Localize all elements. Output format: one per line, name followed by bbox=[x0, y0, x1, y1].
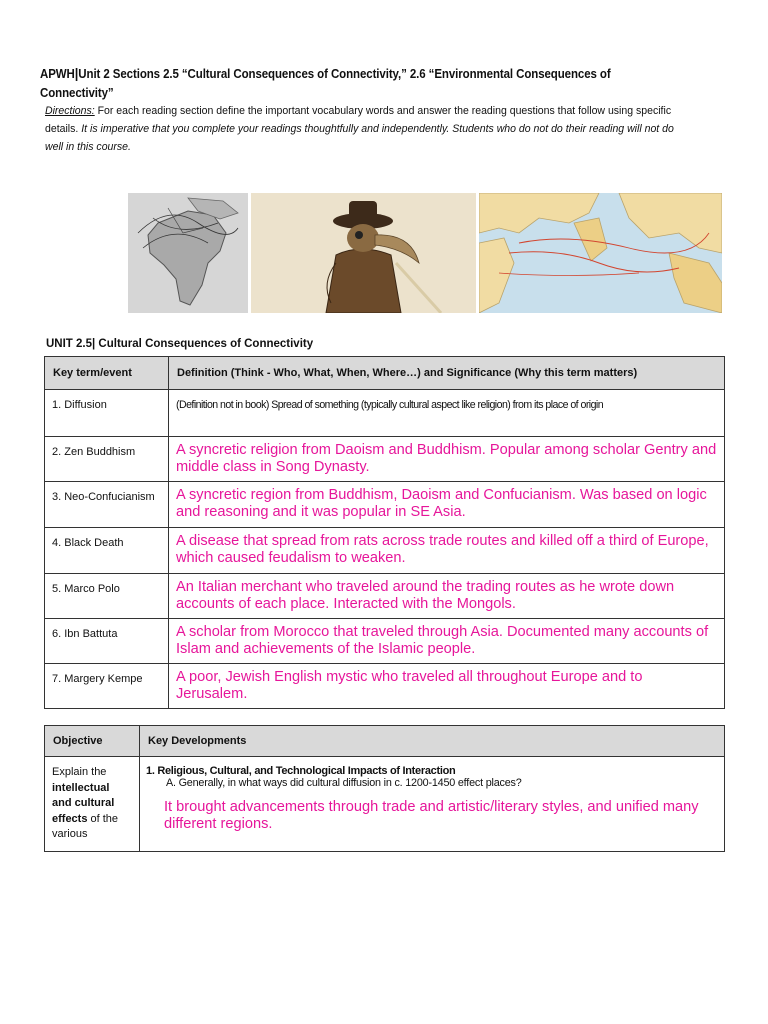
definition-cell[interactable] bbox=[169, 574, 725, 619]
table-row bbox=[45, 482, 725, 528]
objective-cell bbox=[45, 757, 140, 852]
section-number: UNIT 2.5| bbox=[46, 338, 96, 350]
question-prompt: A. Generally, in what ways did cultural diffusion in c. 1200-1450 effect places? bbox=[166, 777, 522, 789]
objective-text: Explain the bbox=[52, 766, 107, 778]
table-row bbox=[45, 390, 725, 437]
title-text: Unit 2 Sections 2.5 “Cultural Consequences of Connectivity,” 2.6 “Environmental Consequences of Connectivity” bbox=[40, 67, 611, 100]
definition-answer: A syncretic region from Buddhism, Daoism and Confucianism. Was based on logic and reasoning and it was popular in SE Asia. bbox=[176, 487, 707, 520]
header-objective: Objective bbox=[45, 726, 140, 757]
africa-trade-map-image bbox=[128, 193, 248, 313]
definition-answer: A disease that spread from rats across trade routes and killed off a third of Europe, which caused feudalism to weaken. bbox=[176, 533, 709, 566]
directions bbox=[45, 102, 694, 156]
section-title: Cultural Consequences of Connectivity bbox=[95, 338, 314, 350]
objective-emphasis: intellectual and cultural effects bbox=[52, 781, 115, 825]
objective-header-row bbox=[45, 726, 725, 757]
vocab-header-row bbox=[45, 357, 725, 390]
definition-answer: An Italian merchant who traveled around the trading routes as he wrote down accounts of each place. Interacted with the Mongols. bbox=[176, 579, 675, 612]
header-key-developments: Key Developments bbox=[140, 726, 725, 757]
question-title: 1. Religious, Cultural, and Technological Impacts of Interaction bbox=[146, 765, 456, 777]
page-title bbox=[40, 64, 675, 103]
definition-answer: A scholar from Morocco that traveled through Asia. Documented many accounts of Islam and achievements of the Islamic people. bbox=[176, 624, 709, 657]
objective-table bbox=[44, 725, 725, 852]
title-separator: | bbox=[74, 65, 79, 81]
directions-label: Directions: bbox=[45, 105, 95, 117]
vocab-table bbox=[44, 356, 725, 709]
question-answer: It brought advancements through trade and artistic/literary styles, and unified many different regions. bbox=[164, 799, 699, 832]
section-heading bbox=[46, 338, 313, 350]
table-row bbox=[45, 664, 725, 709]
term-cell: 4. Black Death bbox=[45, 528, 169, 574]
definition-cell[interactable] bbox=[169, 664, 725, 709]
definition-cell[interactable] bbox=[169, 619, 725, 664]
term-cell: 2. Zen Buddhism bbox=[45, 437, 169, 482]
table-row bbox=[45, 437, 725, 482]
table-row bbox=[45, 757, 725, 852]
table-row bbox=[45, 528, 725, 574]
definition-text: (Definition not in book) Spread of something (typically cultural aspect like religion) from its place of origin bbox=[176, 399, 604, 411]
definition-cell[interactable] bbox=[169, 528, 725, 574]
objective-text-end: of the various bbox=[52, 812, 119, 840]
term-cell: 1. Diffusion bbox=[45, 390, 169, 437]
definition-answer: A syncretic religion from Daoism and Buddhism. Popular among scholar Gentry and middle class in Song Dynasty. bbox=[176, 442, 717, 475]
term-cell: 5. Marco Polo bbox=[45, 574, 169, 619]
definition-cell[interactable] bbox=[169, 437, 725, 482]
table-row bbox=[45, 619, 725, 664]
definition-cell[interactable] bbox=[169, 390, 725, 437]
developments-cell[interactable] bbox=[140, 757, 725, 852]
header-key-term: Key term/event bbox=[45, 357, 169, 390]
directions-emphasis: It is imperative that you complete your readings thoughtfully and independently. Students who do not do their reading will not do well in this course. bbox=[45, 123, 674, 153]
term-cell: 3. Neo-Confucianism bbox=[45, 482, 169, 528]
header-definition: Definition (Think - Who, What, When, Where…) and Significance (Why this term matters) bbox=[169, 357, 725, 390]
directions-text: For each reading section define the important vocabulary words and answer the reading questions that follow using specific details. bbox=[45, 105, 672, 135]
plague-doctor-image bbox=[251, 193, 476, 313]
indian-ocean-trade-map-image bbox=[479, 193, 722, 313]
definition-cell[interactable] bbox=[169, 482, 725, 528]
definition-answer: A poor, Jewish English mystic who traveled all throughout Europe and to Jerusalem. bbox=[176, 669, 643, 702]
term-cell: 6. Ibn Battuta bbox=[45, 619, 169, 664]
title-course: APWH bbox=[40, 67, 75, 81]
table-row bbox=[45, 574, 725, 619]
term-cell: 7. Margery Kempe bbox=[45, 664, 169, 709]
